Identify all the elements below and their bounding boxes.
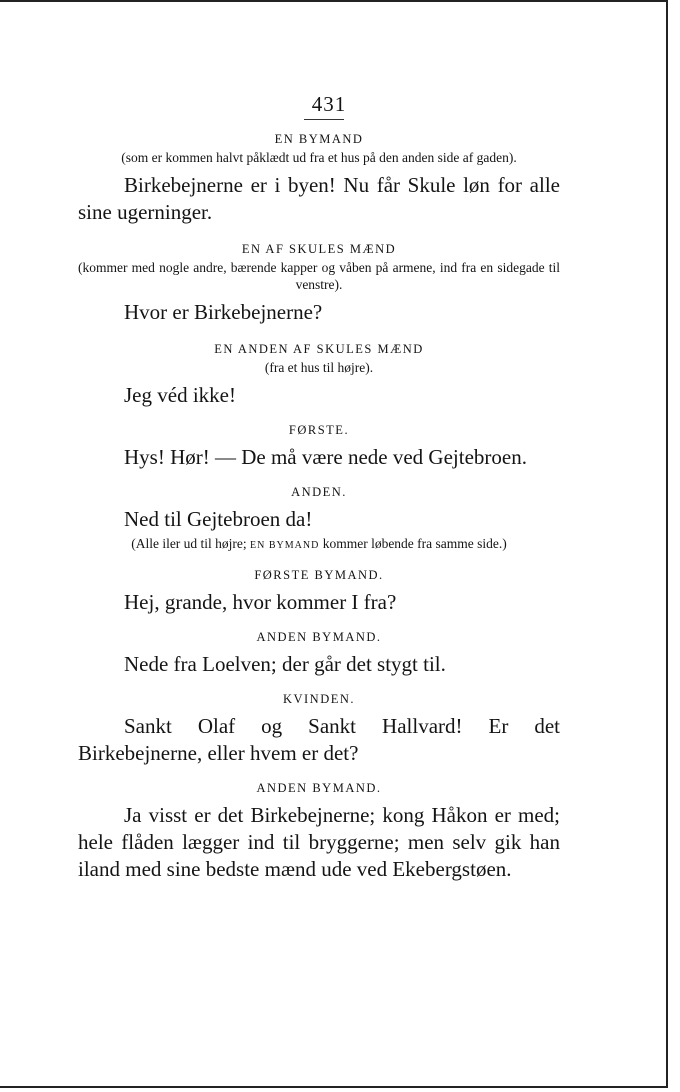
- speaker-name: EN AF SKULES MÆND: [241, 242, 397, 256]
- dialogue-line: Nede fra Loelven; der går det stygt til.: [124, 652, 446, 676]
- dialogue-line: Ja visst er det Birkebejnerne; kong Håkon er med; hele flåden lægger ind til bryggerne; men selv gik han iland med sine bedste mænd ude ved Ekebergstøen.: [78, 803, 560, 881]
- page-number-rule: [304, 119, 344, 120]
- stage-direction: (fra et hus til højre).: [264, 360, 374, 375]
- stage-text: (Alle iler ud til højre;: [131, 536, 247, 551]
- stage-smallcaps: EN BYMAND: [250, 540, 320, 551]
- stage-direction: (som er kommen halvt påklædt ud fra et hus på den anden side af gaden).: [121, 150, 517, 165]
- speaker-name: ANDEN BYMAND.: [256, 781, 382, 795]
- dialogue-line: Hys! Hør! — De må være nede ved Gejtebroen.: [124, 445, 527, 469]
- dialogue-line: Jeg véd ikke!: [124, 383, 236, 407]
- page-number: 431: [311, 92, 347, 116]
- dialogue-line: Birkebejnerne er i byen! Nu får Skule løn for alle sine ugerninger.: [78, 173, 560, 224]
- stage-direction: (kommer med nogle andre, bærende kapper og våben på armene, ind fra en sidegade til venstre).: [78, 260, 560, 292]
- speaker-name: ANDEN BYMAND.: [256, 630, 382, 644]
- dialogue-line: Sankt Olaf og Sankt Hallvard! Er det Birkebejnerne, eller hvem er det?: [78, 714, 560, 765]
- dialogue-line: Ned til Gejtebroen da!: [124, 507, 313, 531]
- speaker-name: FØRSTE.: [288, 423, 350, 437]
- book-page: [78, 92, 560, 883]
- stage-direction: [78, 535, 560, 554]
- dialogue-line: Hvor er Birkebejnerne?: [124, 300, 323, 324]
- speaker-name: EN BYMAND: [274, 132, 364, 146]
- speaker-name: ANDEN.: [291, 485, 347, 499]
- stage-text: kommer løbende fra samme side.): [322, 536, 507, 551]
- dialogue-line: Hej, grande, hvor kommer I fra?: [124, 590, 397, 614]
- speaker-name: KVINDEN.: [282, 692, 356, 706]
- speaker-name: EN ANDEN AF SKULES MÆND: [214, 342, 424, 356]
- speaker-name: FØRSTE BYMAND.: [254, 568, 384, 582]
